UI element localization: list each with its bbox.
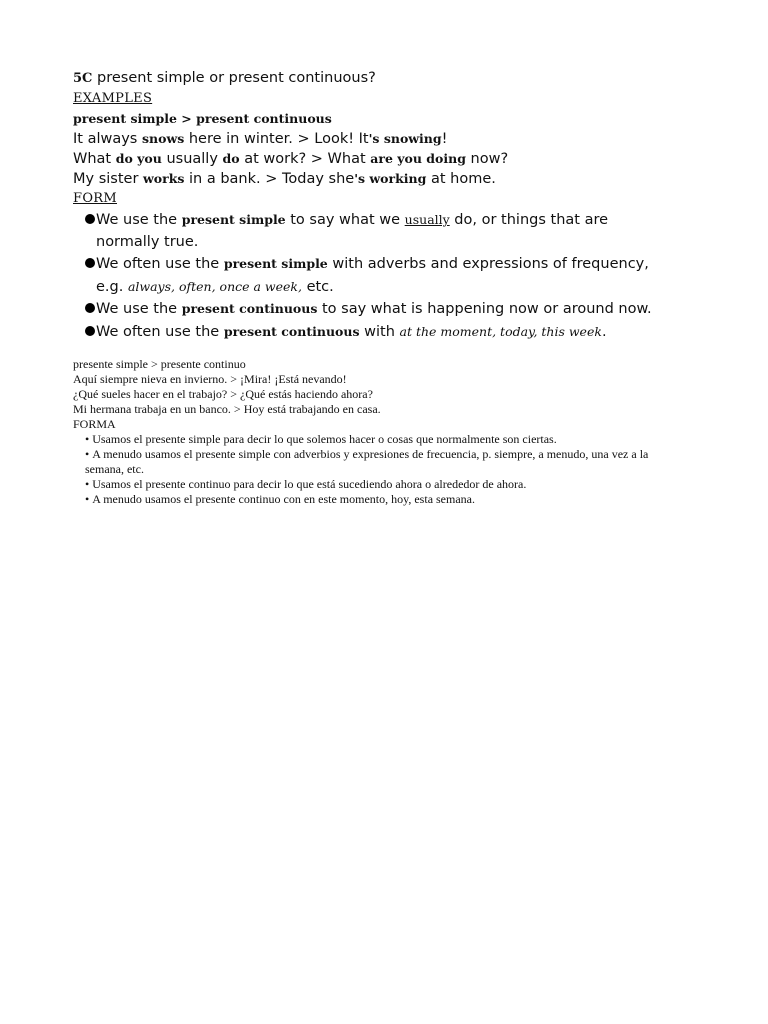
bullet-dot-icon	[85, 214, 95, 224]
subhead-present-continuous: present continuous	[196, 111, 332, 126]
spanish-bullet-2	[73, 447, 685, 477]
bullet-dot-icon	[85, 303, 95, 313]
example-text: in a bank. > Today she	[184, 171, 355, 187]
example-verb: are you doing	[370, 151, 466, 166]
example-line-3	[73, 169, 693, 189]
example-text: My sister	[73, 171, 144, 187]
bullet-italic: always, often, once a week,	[127, 278, 302, 294]
document-page	[73, 68, 693, 507]
spanish-form-heading: FORMA	[73, 417, 116, 431]
bullet-bold: present simple	[223, 256, 328, 271]
example-text: What	[73, 151, 116, 167]
title-text: present simple or present continuous?	[92, 70, 376, 86]
example-text: !	[441, 131, 448, 147]
bullet-text	[96, 321, 676, 344]
bullet-bold: present simple	[181, 212, 286, 227]
example-text: usually	[161, 151, 223, 167]
bullet-part: We use the	[96, 301, 182, 317]
example-line-2	[73, 149, 693, 169]
spanish-example-3: Mi hermana trabaja en un banco. > Hoy está trabajando en casa.	[73, 402, 381, 416]
example-verb: snows	[141, 131, 185, 146]
subhead-separator: >	[176, 111, 197, 126]
spanish-bullet-1	[73, 432, 685, 447]
example-verb: do you	[115, 151, 162, 166]
subhead-present-simple: present simple	[73, 111, 177, 126]
spanish-bullet-text: Usamos el presente simple para decir lo que solemos hacer o cosas que normalmente son ciertas.	[92, 432, 557, 446]
bullet-icon: •	[85, 447, 90, 461]
spanish-bullet-text: A menudo usamos el presente continuo con en este momento, hoy, esta semana.	[92, 492, 475, 506]
bullet-part: We often use the	[96, 256, 224, 272]
bullet-icon: •	[85, 477, 90, 491]
form-bullet-2	[85, 253, 693, 298]
page-title	[73, 68, 693, 89]
spanish-example-1: Aquí siempre nieva en invierno. > ¡Mira! ¡Está nevando!	[73, 372, 347, 386]
bullet-part: We often use the	[96, 323, 224, 340]
bullet-part: etc.	[301, 278, 334, 295]
example-text: It always	[73, 131, 142, 147]
form-bullet-1	[85, 209, 693, 253]
bullet-icon: •	[85, 492, 90, 506]
bullet-part: with adverbs and expressions of frequency, e.g.	[96, 256, 649, 295]
bullet-text	[96, 253, 676, 298]
bullet-bold: present continuous	[181, 301, 318, 316]
form-bullet-4	[85, 321, 693, 344]
bullet-dot-icon	[85, 258, 95, 268]
bullet-italic: at the moment, today, this week	[399, 323, 602, 339]
section-number: 5C	[73, 71, 93, 86]
bullet-part: We use the	[96, 212, 182, 228]
bullet-text	[96, 298, 676, 321]
form-bullet-3	[85, 298, 693, 321]
example-verb: do	[222, 151, 240, 166]
examples-heading: EXAMPLES	[73, 91, 153, 106]
bullet-part: do, or things that are normally true.	[96, 212, 609, 250]
example-verb: 's snowing	[368, 131, 442, 146]
spanish-bullet-4	[73, 492, 685, 507]
spanish-example-2: ¿Qué sueles hacer en el trabajo? > ¿Qué estás haciendo ahora?	[73, 387, 373, 401]
spanish-bullet-3	[73, 477, 685, 492]
example-text: at home.	[426, 171, 496, 187]
spanish-bullet-text: A menudo usamos el presente simple con adverbios y expresiones de frecuencia, p. siempre, a menudo, una vez a la semana, etc.	[85, 447, 649, 476]
spanish-translation	[73, 357, 685, 507]
spanish-bullet-text: Usamos el presente continuo para decir lo que está sucediendo ahora o alrededor de ahora.	[92, 477, 527, 491]
example-text: here in winter. > Look! It	[184, 131, 369, 147]
examples-subheading	[73, 109, 693, 129]
example-text: now?	[465, 151, 509, 167]
bullet-part: to say what we	[285, 212, 405, 228]
bullet-icon: •	[85, 432, 90, 446]
form-heading: FORM	[73, 191, 117, 206]
bullet-underlined: usually	[404, 212, 450, 227]
example-verb: 's working	[354, 171, 427, 186]
bullet-text	[96, 209, 676, 253]
example-line-1	[73, 129, 693, 149]
bullet-part: with	[359, 323, 400, 340]
bullet-dot-icon	[85, 326, 95, 336]
bullet-part: to say what is happening now or around now.	[317, 301, 652, 317]
bullet-bold: present continuous	[223, 323, 360, 339]
bullet-part: .	[601, 323, 607, 340]
example-verb: works	[143, 171, 185, 186]
example-text: at work? > What	[239, 151, 371, 167]
spanish-heading: presente simple > presente continuo	[73, 357, 246, 371]
